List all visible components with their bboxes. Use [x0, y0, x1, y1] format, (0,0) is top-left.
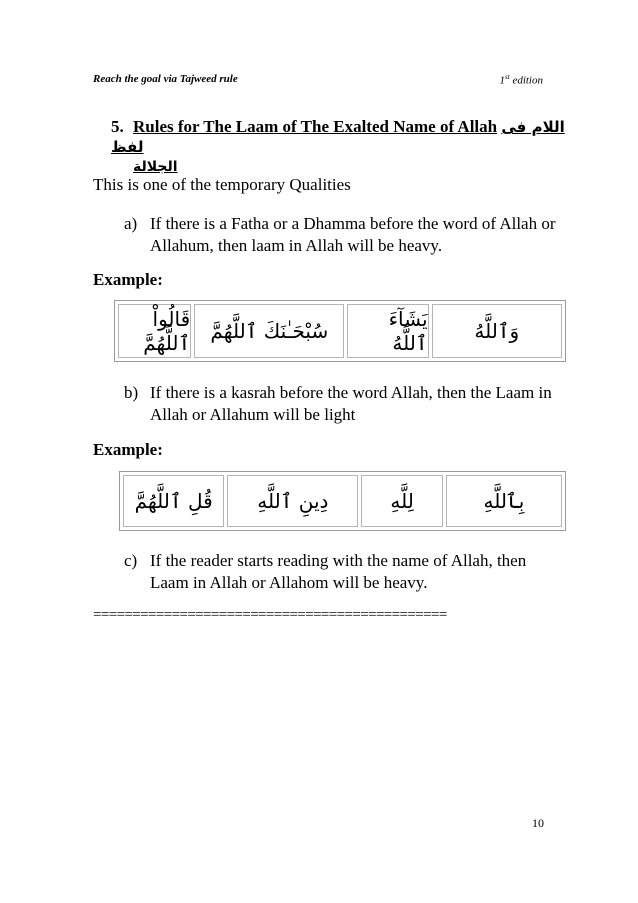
example-cell: وَٱللَّهُ — [432, 304, 563, 358]
example-cell: بِٱللَّهِ — [446, 475, 562, 527]
running-header-edition: 1st edition — [499, 73, 543, 87]
section-title: Rules for The Laam of The Exalted Name of Allah — [133, 117, 498, 136]
rule-item-b — [124, 382, 564, 426]
example-cell: سُبْحَـٰنَكَ ٱللَّهُمَّ — [194, 304, 344, 358]
example-table-light — [119, 471, 566, 531]
example-cell: قَالُواْ ٱللَّهُمَّ — [118, 304, 191, 358]
section-title-arabic-cont: الجلالة — [133, 159, 178, 175]
example-label: Example: — [93, 270, 163, 289]
running-header-title: Reach the goal via Tajweed rule — [93, 73, 238, 85]
page-number: 10 — [532, 816, 544, 830]
example-table-heavy — [114, 300, 566, 362]
example-cell: لِلَّهِ — [361, 475, 442, 527]
rule-text: If the reader starts reading with the name of Allah, then Laam in Allah or Allahom will be heavy. — [150, 551, 527, 592]
rule-text: If there is a kasrah before the word Allah, then the Laam in Allah or Allahum will be light — [150, 383, 552, 424]
intro-text: This is one of the temporary Qualities — [93, 175, 351, 194]
rule-marker: b) — [124, 383, 139, 402]
rule-item-a — [124, 213, 564, 257]
section-heading — [111, 117, 571, 177]
rule-text: If there is a Fatha or a Dhamma before the word of Allah or Allahum, then laam in Allah will be heavy. — [150, 214, 556, 255]
section-title-arabic: اللام فى لفظ — [111, 118, 565, 156]
rule-marker: c) — [124, 551, 138, 570]
example-cell: قُلِ ٱللَّهُمَّ — [123, 475, 224, 527]
separator-line: ============================================= — [93, 607, 447, 623]
section-number: 5. — [111, 117, 124, 136]
rule-item-c — [124, 550, 564, 594]
rule-marker: a) — [124, 214, 138, 233]
example-label: Example: — [93, 440, 163, 459]
example-cell: يَشَآءَ ٱللَّهُ — [347, 304, 428, 358]
example-cell: دِينِ ٱللَّهِ — [227, 475, 358, 527]
